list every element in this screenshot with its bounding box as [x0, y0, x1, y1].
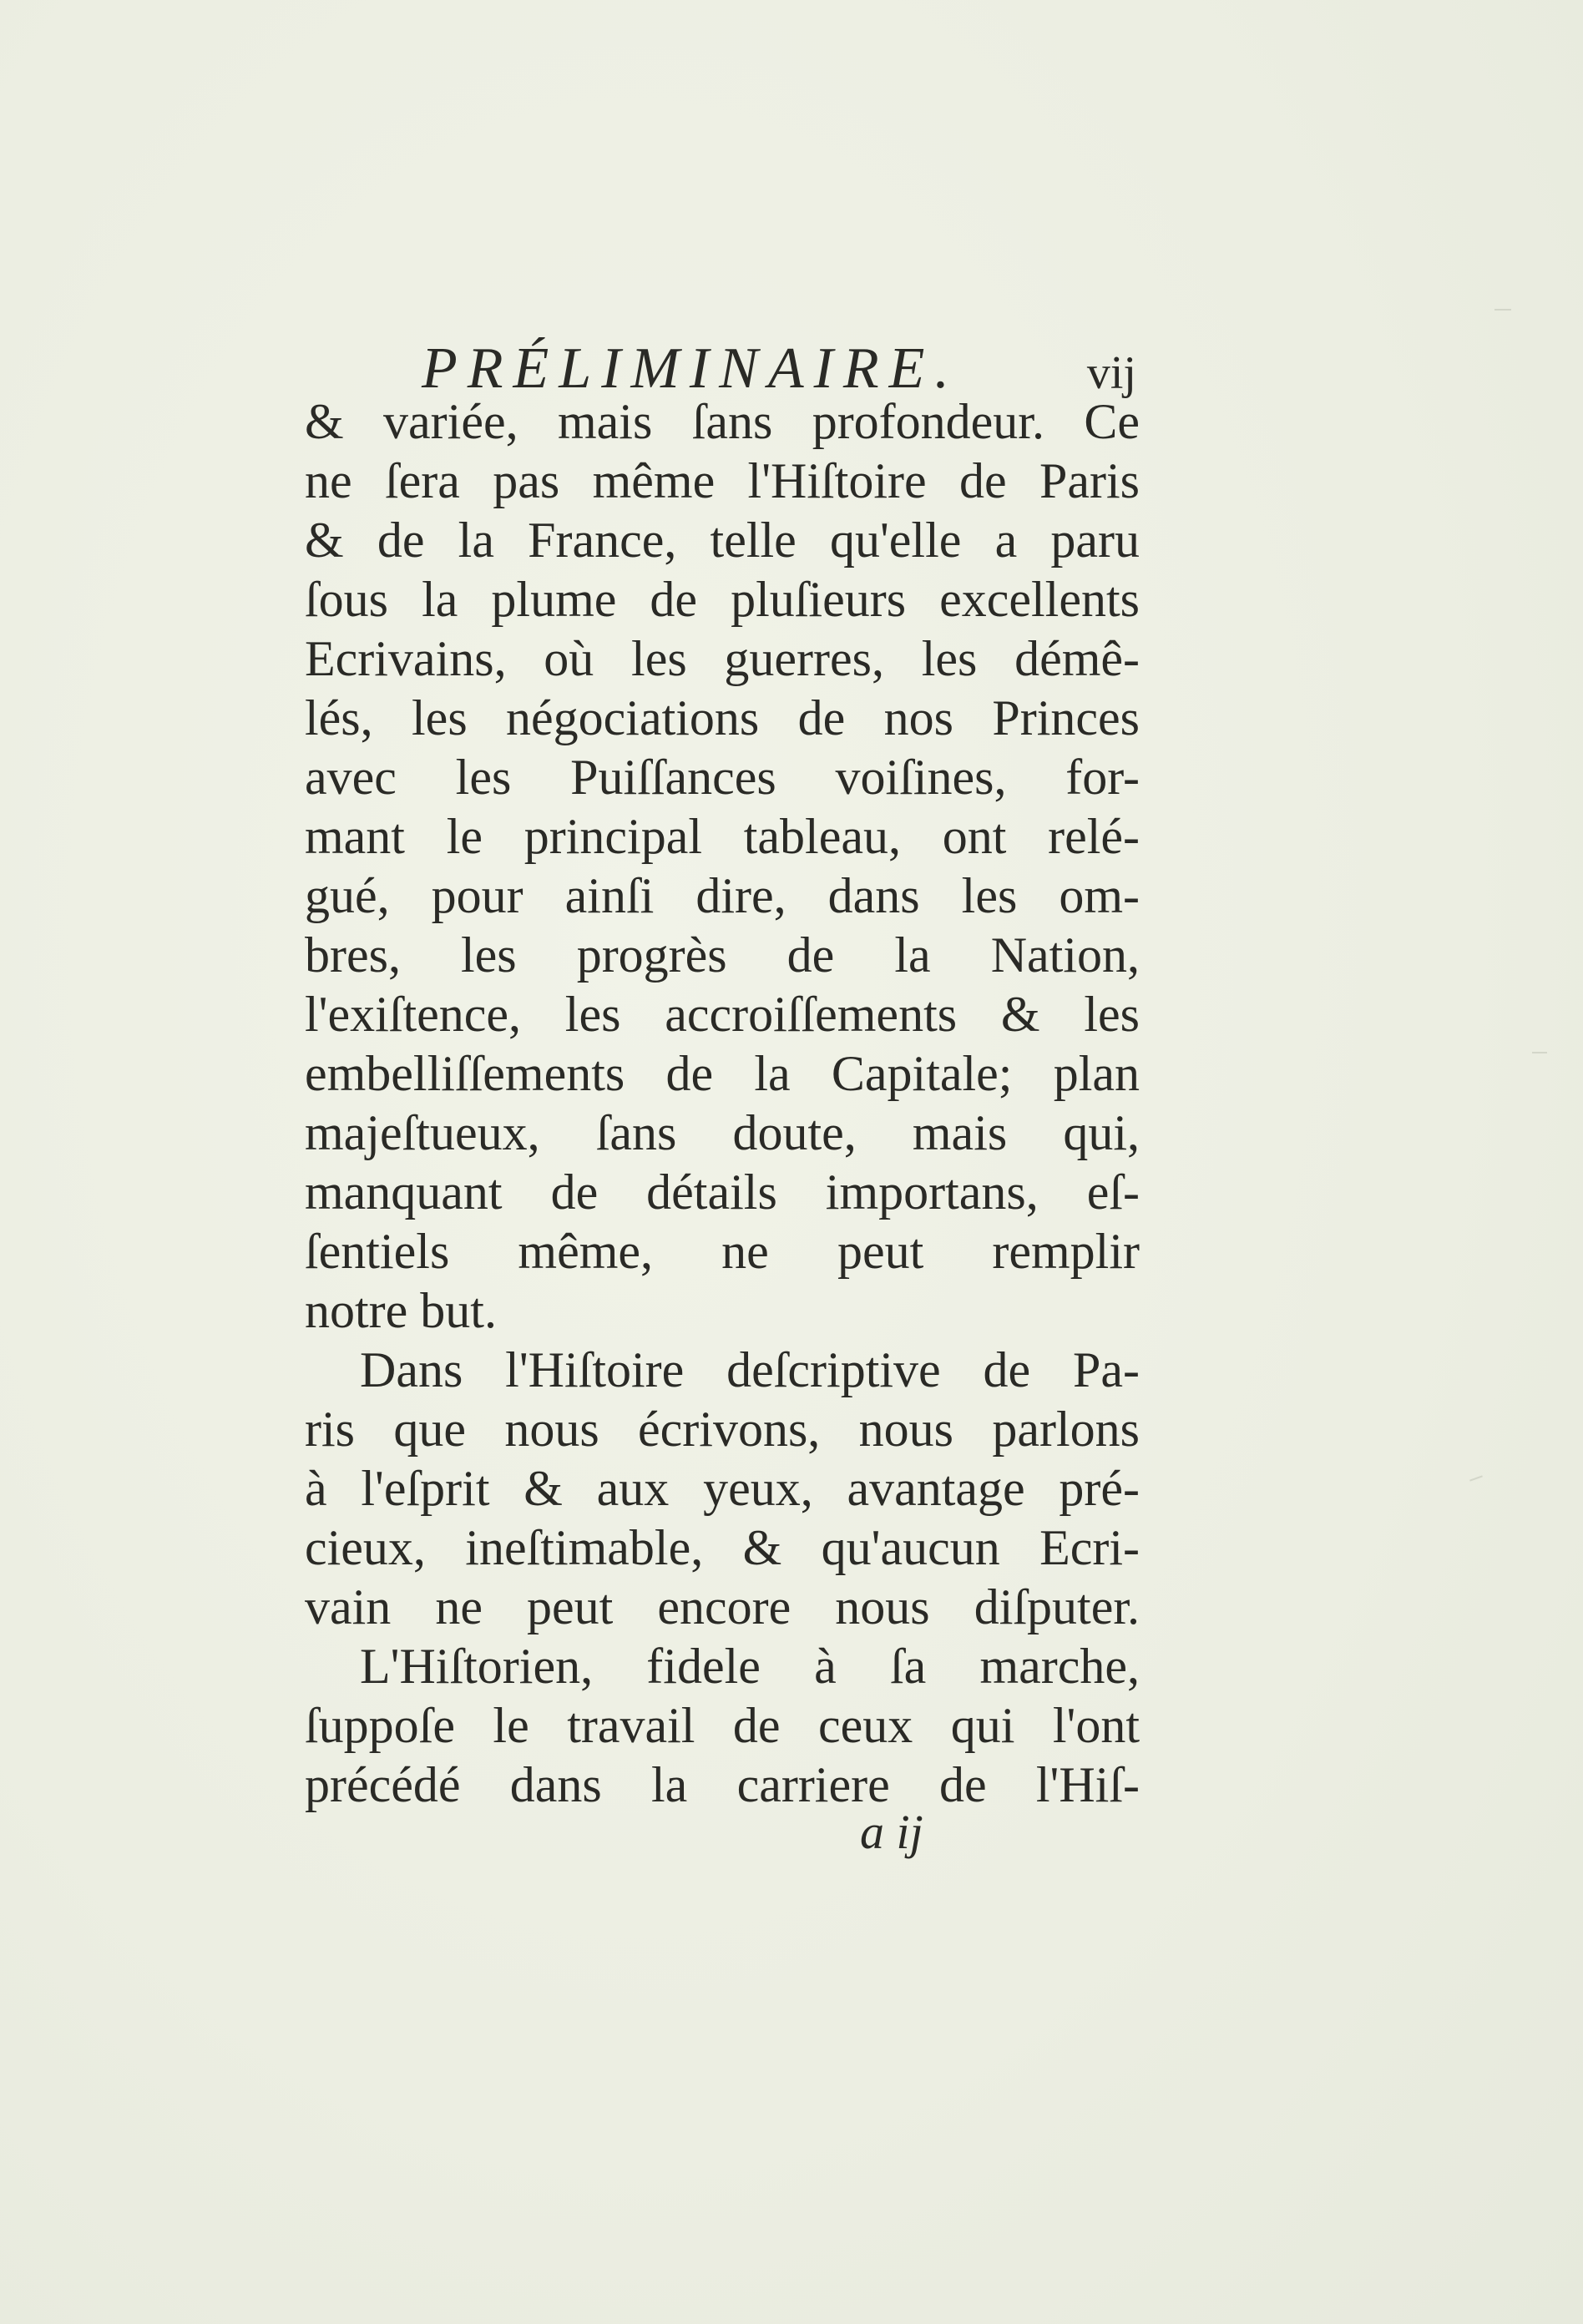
- page-number: vij: [1086, 347, 1136, 399]
- text-line: majeſtueux, ſans doute, mais qui,: [305, 1105, 1140, 1160]
- text-line: ris que nous écrivons, nous parlons: [305, 1402, 1140, 1457]
- text-line: ne ſera pas même l'Hiſtoire de Paris: [305, 453, 1140, 508]
- text-line: cieux, ineſtimable, & qu'aucun Ecri-: [305, 1520, 1140, 1575]
- text-line: précédé dans la carriere de l'Hiſ-: [305, 1757, 1140, 1812]
- text-line: & de la France, telle qu'elle a paru: [305, 513, 1140, 568]
- text-line: manquant de détails importans, eſ-: [305, 1165, 1140, 1220]
- running-head-title: PRÉLIMINAIRE.: [422, 336, 959, 401]
- scan-edge-mark: [1494, 309, 1511, 311]
- text-line: vain ne peut encore nous diſputer.: [305, 1579, 1140, 1634]
- text-line: lés, les négociations de nos Princes: [305, 690, 1140, 745]
- text-line: ſous la plume de pluſieurs excellents: [305, 572, 1140, 627]
- text-line: mant le principal tableau, ont relé-: [305, 809, 1140, 864]
- text-line: Dans l'Hiſtoire deſcriptive de Pa-: [360, 1342, 1140, 1397]
- text-line: notre but.: [305, 1283, 497, 1338]
- text-line: gué, pour ainſi dire, dans les om-: [305, 868, 1140, 923]
- text-line: Ecrivains, où les guerres, les démê-: [305, 631, 1140, 686]
- text-line: ſuppoſe le travail de ceux qui l'ont: [305, 1698, 1140, 1753]
- text-line: L'Hiſtorien, fidele à ſa marche,: [360, 1639, 1140, 1694]
- scan-edge-mark: [1469, 1475, 1483, 1481]
- text-line: avec les Puiſſances voiſines, for-: [305, 750, 1140, 805]
- text-line: bres, les progrès de la Nation,: [305, 927, 1140, 983]
- body-text: [305, 392, 1140, 1815]
- scan-edge-mark: [1532, 1052, 1547, 1053]
- text-line: à l'eſprit & aux yeux, avantage pré-: [305, 1461, 1140, 1516]
- text-line: embelliſſements de la Capitale; plan: [305, 1046, 1140, 1101]
- signature-mark: a ij: [860, 1805, 923, 1859]
- text-line: & variée, mais ſans profondeur. Ce: [305, 394, 1140, 449]
- text-line: l'exiſtence, les accroiſſements & les: [305, 987, 1140, 1042]
- text-line: ſentiels même, ne peut remplir: [305, 1224, 1140, 1279]
